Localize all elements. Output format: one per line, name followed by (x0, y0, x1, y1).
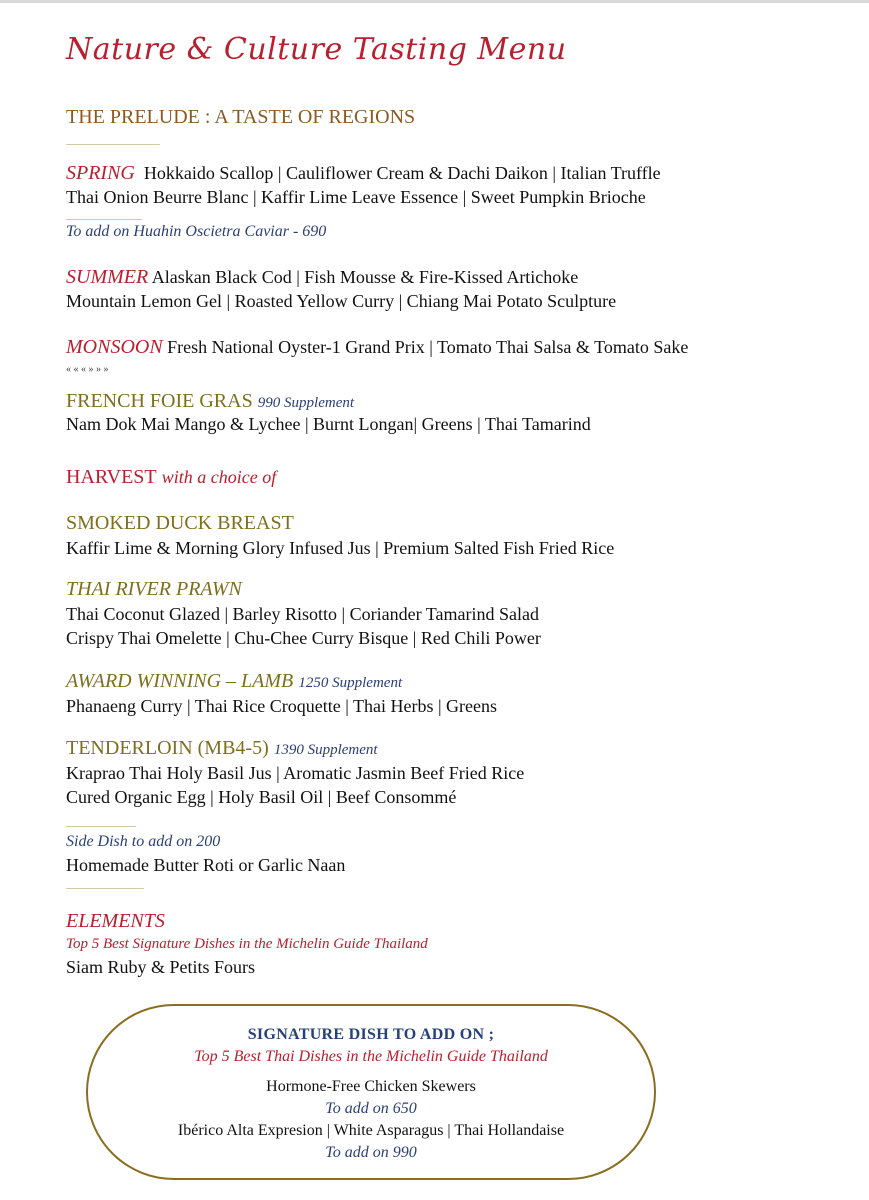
harvest-heading (66, 466, 276, 489)
lamb-supplement: 1250 Supplement (298, 675, 403, 691)
lamb-heading (66, 670, 402, 693)
prawn-line-1: Thai Coconut Glazed | Barley Risotto | Coriander Tamarind Salad (66, 604, 540, 624)
tenderloin-label: TENDERLOIN (MB4-5) (66, 737, 269, 759)
summer-label: SUMMER (66, 266, 149, 288)
monsoon-line-1 (66, 336, 688, 359)
monsoon-label: MONSOON (66, 336, 163, 358)
lamb-line-1: Phanaeng Curry | Thai Rice Croquette | Thai Herbs | Greens (66, 696, 498, 716)
tenderloin-heading (66, 737, 378, 760)
top-border (0, 0, 869, 3)
tenderloin-supplement: 1390 Supplement (273, 742, 378, 758)
divider (66, 826, 136, 827)
tenderloin-line-2: Cured Organic Egg | Holy Basil Oil | Beef Consommé (66, 787, 457, 807)
lamb-label: AWARD WINNING – LAMB (66, 670, 294, 692)
summer-line-2: Mountain Lemon Gel | Roasted Yellow Curry | Chiang Mai Potato Sculpture (66, 291, 617, 311)
harvest-label: HARVEST (66, 466, 157, 488)
signature-item-1: Hormone-Free Chicken Skewers (266, 1078, 476, 1095)
prawn-label: THAI RIVER PRAWN (66, 578, 242, 600)
divider (66, 144, 160, 145)
signature-price-2: To add on 990 (325, 1144, 417, 1161)
elements-line-1: Siam Ruby & Petits Fours (66, 957, 256, 977)
spring-addon: To add on Huahin Oscietra Caviar - 690 (66, 223, 327, 240)
spring-label: SPRING (66, 162, 135, 184)
foie-supplement: 990 Supplement (257, 395, 355, 411)
foie-heading (66, 390, 354, 413)
signature-item-2: Ibérico Alta Expresion | White Asparagus | Thai Hollandaise (177, 1122, 565, 1139)
summer-line-1 (66, 266, 578, 289)
duck-label: SMOKED DUCK BREAST (66, 512, 294, 534)
duck-line-1: Kaffir Lime & Morning Glory Infused Jus | Premium Salted Fish Fried Rice (66, 538, 615, 558)
spring-text-1: Hokkaido Scallop | Cauliflower Cream & Dachi Daikon | Italian Truffle (143, 163, 661, 183)
elements-label: ELEMENTS (66, 910, 165, 932)
foie-line-1: Nam Dok Mai Mango & Lychee | Burnt Longan| Greens | Thai Tamarind (66, 414, 591, 434)
signature-title: SIGNATURE DISH TO ADD ON ; (247, 1026, 495, 1043)
foie-label: FRENCH FOIE GRAS (66, 390, 253, 412)
signature-subtitle: Top 5 Best Thai Dishes in the Michelin Guide Thailand (194, 1048, 548, 1065)
signature-price-1: To add on 650 (325, 1100, 417, 1117)
elements-subtitle: Top 5 Best Signature Dishes in the Michelin Guide Thailand (66, 936, 428, 952)
side-line-1: Homemade Butter Roti or Garlic Naan (66, 855, 346, 875)
summer-text-1: Alaskan Black Cod | Fish Mousse & Fire-Kissed Artichoke (151, 267, 579, 287)
prawn-line-2: Crispy Thai Omelette | Chu-Chee Curry Bisque | Red Chili Power (66, 628, 541, 648)
tenderloin-line-1: Kraprao Thai Holy Basil Jus | Aromatic Jasmin Beef Fried Rice (66, 763, 525, 783)
spring-line-2: Thai Onion Beurre Blanc | Kaffir Lime Leave Essence | Sweet Pumpkin Brioche (66, 187, 646, 207)
divider (66, 888, 144, 889)
divider (66, 219, 142, 220)
monsoon-separator: « « « » » » (66, 364, 109, 375)
prelude-heading: THE PRELUDE : A TASTE OF REGIONS (66, 106, 416, 128)
spring-line-1 (66, 162, 661, 185)
signature-dish-box (86, 1004, 656, 1180)
side-addon: Side Dish to add on 200 (66, 833, 221, 850)
harvest-choice: with a choice of (161, 467, 277, 487)
monsoon-text-1: Fresh National Oyster-1 Grand Prix | Tomato Thai Salsa & Tomato Sake (167, 337, 689, 357)
menu-title: Nature & Culture Tasting Menu (66, 32, 567, 67)
